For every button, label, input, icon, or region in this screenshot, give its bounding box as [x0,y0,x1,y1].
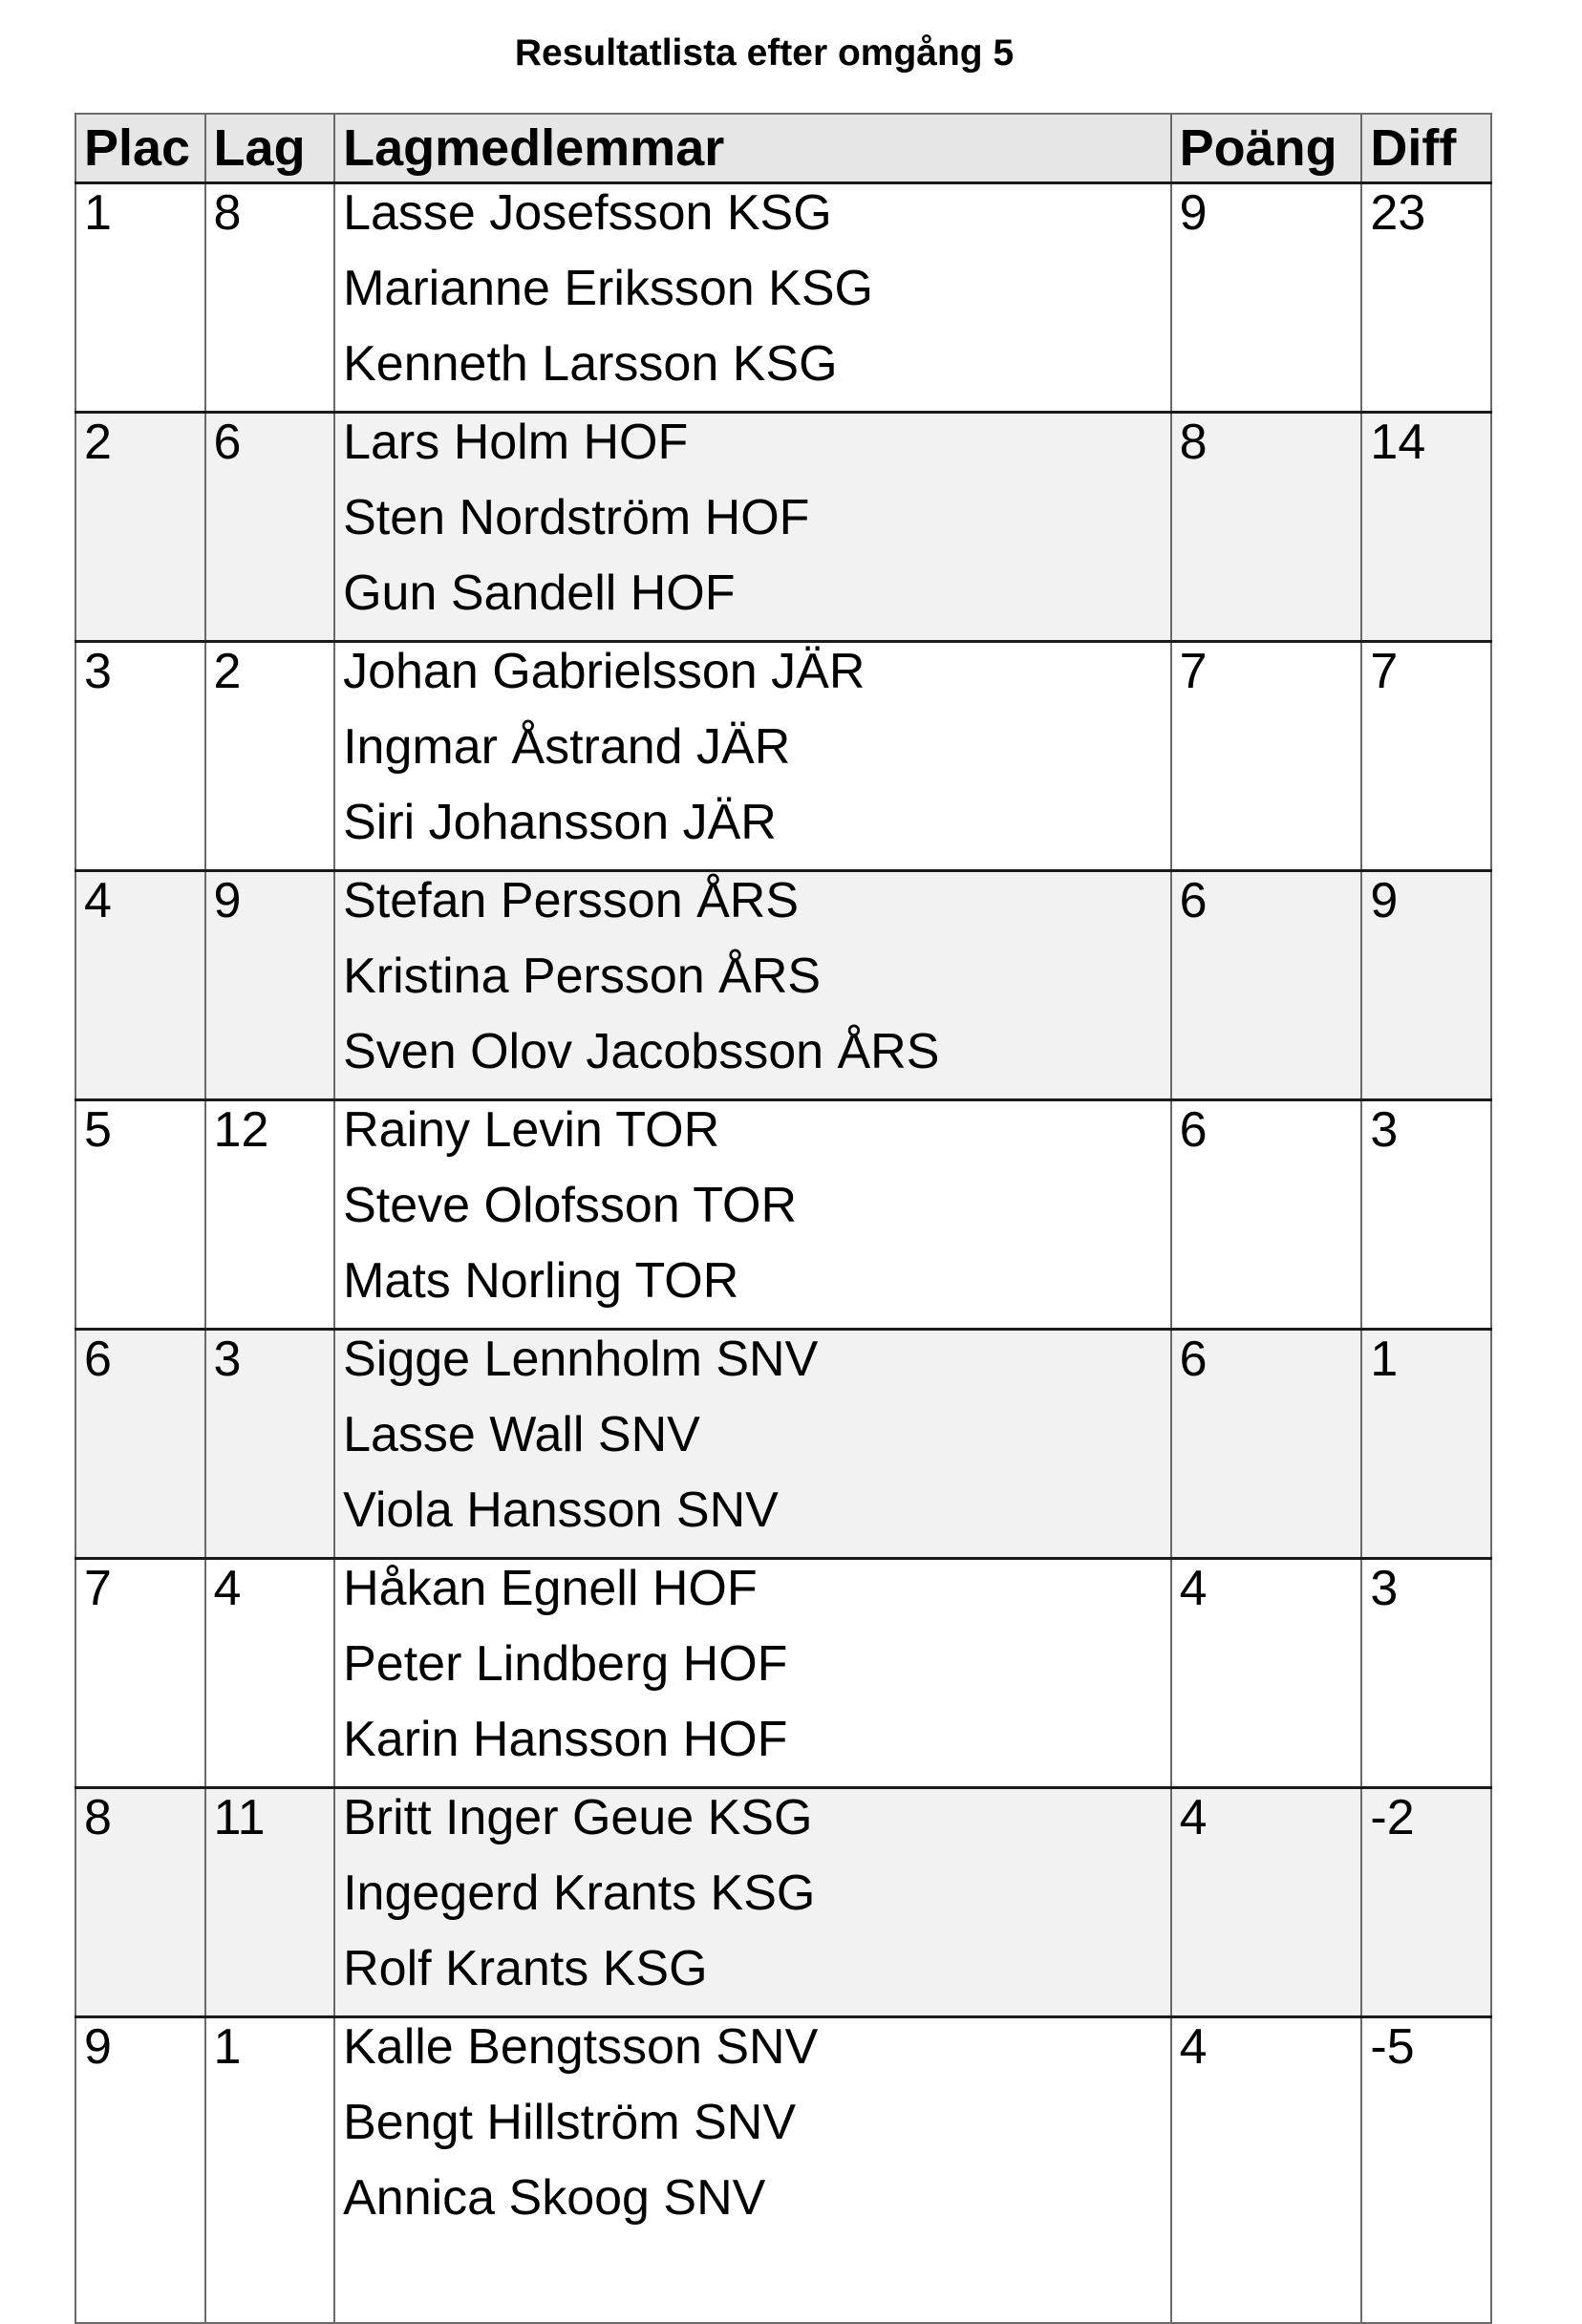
page-title: Resultatlista efter omgång 5 [514,32,1015,74]
member-name: Sigge Lennholm SNV [343,1332,819,1387]
diff-cell: 1 [1361,1330,1491,1559]
poang-cell: 9 [1171,183,1362,413]
poang-cell: 7 [1171,642,1362,871]
member-name: Kenneth Larsson KSG [343,336,838,392]
members-cell [334,2017,1171,2324]
members-cell [334,1788,1171,2017]
header-poang: Poäng [1171,114,1362,183]
member-name: Stefan Persson ÅRS [343,873,800,928]
table-row [75,871,1491,1100]
lag-cell: 2 [205,642,335,871]
table-row [75,2017,1491,2324]
member-name: Bengt Hillström SNV [343,2095,797,2150]
plac-cell: 1 [75,183,205,413]
table-row [75,183,1491,413]
diff-cell: 3 [1361,1559,1491,1788]
member-name: Marianne Eriksson KSG [343,261,873,316]
poang-cell: 8 [1171,413,1362,642]
member-name: Lasse Josefsson KSG [343,185,832,241]
members-cell [334,183,1171,413]
member-name: Karin Hansson HOF [343,1712,788,1767]
header-row [75,114,1491,183]
table-body [75,183,1491,2324]
table-row [75,1100,1491,1330]
diff-cell: 9 [1361,871,1491,1100]
diff-cell: 23 [1361,183,1491,413]
lag-cell: 9 [205,871,335,1100]
member-name: Ingmar Åstrand JÄR [343,719,791,775]
members-cell [334,413,1171,642]
members-cell [334,1330,1171,1559]
lag-cell: 11 [205,1788,335,2017]
header-members: Lagmedlemmar [334,114,1171,183]
lag-cell: 3 [205,1330,335,1559]
table-header [75,114,1491,183]
lag-cell: 4 [205,1559,335,1788]
poang-cell: 4 [1171,1559,1362,1788]
member-name: Annica Skoog SNV [343,2170,766,2226]
member-name: Johan Gabrielsson JÄR [343,644,866,699]
table-row [75,413,1491,642]
member-name: Gun Sandell HOF [343,565,736,621]
members-cell [334,1100,1171,1330]
member-name: Sven Olov Jacobsson ÅRS [343,1024,940,1079]
header-lag: Lag [205,114,335,183]
member-name: Steve Olofsson TOR [343,1178,798,1233]
member-name: Kristina Persson ÅRS [343,949,822,1004]
member-name: Lars Holm HOF [343,415,689,470]
lag-cell: 1 [205,2017,335,2324]
diff-cell: -2 [1361,1788,1491,2017]
diff-cell: 7 [1361,642,1491,871]
poang-cell: 4 [1171,1788,1362,2017]
member-name: Ingegerd Krants KSG [343,1866,816,1921]
member-name: Rolf Krants KSG [343,1941,708,1996]
member-name: Kalle Bengtsson SNV [343,2019,819,2075]
lag-cell: 6 [205,413,335,642]
header-plac: Plac [75,114,205,183]
diff-cell: 3 [1361,1100,1491,1330]
plac-cell: 4 [75,871,205,1100]
plac-cell: 7 [75,1559,205,1788]
members-cell [334,1559,1171,1788]
lag-cell: 12 [205,1100,335,1330]
member-name: Peter Lindberg HOF [343,1636,788,1692]
header-diff: Diff [1361,114,1491,183]
plac-cell: 9 [75,2017,205,2324]
member-name: Rainy Levin TOR [343,1102,720,1158]
diff-cell: -5 [1361,2017,1491,2324]
table-row [75,1559,1491,1788]
poang-cell: 6 [1171,1100,1362,1330]
table-row [75,1788,1491,2017]
members-cell [334,642,1171,871]
plac-cell: 8 [75,1788,205,2017]
table-row [75,642,1491,871]
lag-cell: 8 [205,183,335,413]
poang-cell: 6 [1171,871,1362,1100]
member-name: Mats Norling TOR [343,1253,739,1309]
poang-cell: 4 [1171,2017,1362,2324]
plac-cell: 5 [75,1100,205,1330]
plac-cell: 6 [75,1330,205,1559]
member-name: Siri Johansson JÄR [343,795,777,850]
members-cell [334,871,1171,1100]
results-table [75,113,1492,2324]
plac-cell: 2 [75,413,205,642]
poang-cell: 6 [1171,1330,1362,1559]
member-name: Lasse Wall SNV [343,1407,700,1462]
member-name: Britt Inger Geue KSG [343,1790,813,1845]
member-name: Sten Nordström HOF [343,490,810,545]
table-row [75,1330,1491,1559]
member-name: Viola Hansson SNV [343,1482,779,1538]
diff-cell: 14 [1361,413,1491,642]
plac-cell: 3 [75,642,205,871]
member-name: Håkan Egnell HOF [343,1561,758,1616]
